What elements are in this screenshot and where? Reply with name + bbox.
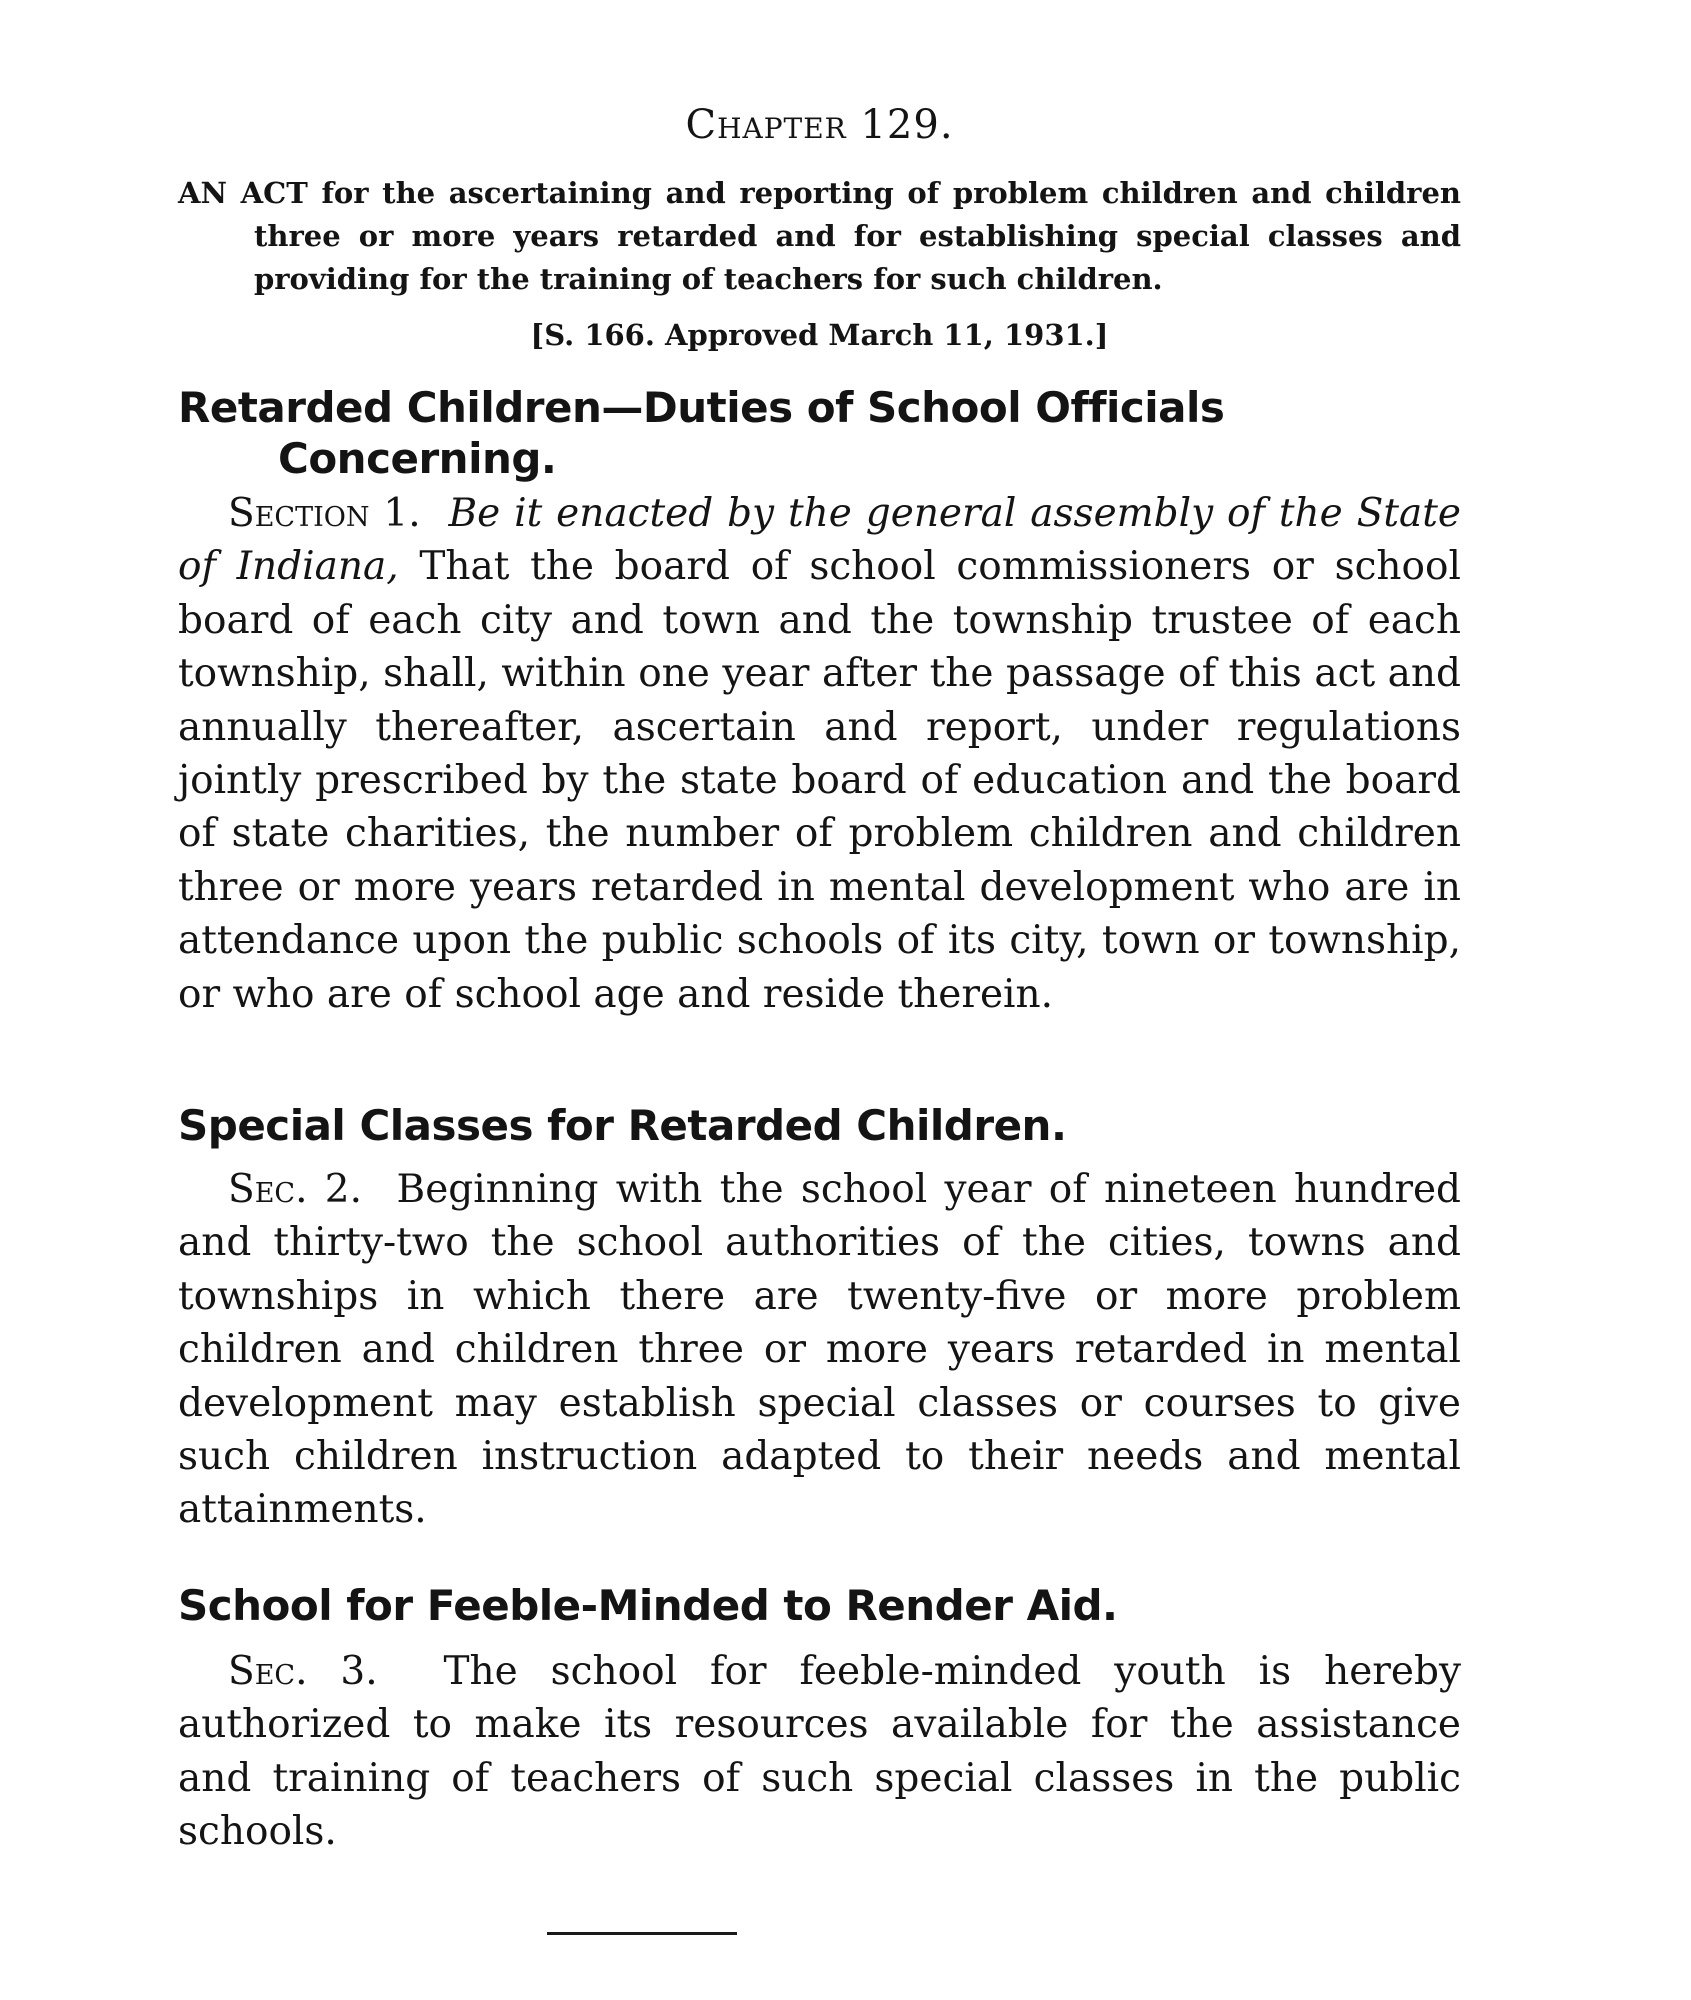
end-rule bbox=[547, 1932, 737, 1935]
section-3-body bbox=[178, 1645, 1461, 1859]
approval-line: [S. 166. Approved March 11, 1931.] bbox=[530, 318, 1109, 352]
act-title: AN ACT for the ascertaining and reporting of problem children and children three or more years retarded and for establishing special classes and providing for the training of teachers for such children. bbox=[178, 176, 1461, 296]
section-1-heading: Retarded Children—Duties of School Officials Concerning. bbox=[178, 383, 1225, 483]
section-2-text: Beginning with the school year of nineteen hundred and thirty-two the school authorities of the cities, towns and townships in which there are twenty-five or more problem children and children three or more years retarded in mental development may establish special classes or courses to give such children instruction adapted to their needs and mental attainments. bbox=[178, 1167, 1462, 1533]
section-1-text: That the board of school commissioners or school board of each city and town and the township trustee of each township, shall, within one year after the passage of this act and annually thereafter, ascertain and report, under regulations jointly prescribed by the state board of education and the board of state charities, the number of problem children and children three or more years retarded in mental development who are in attendance upon the public schools of its city, town or township, or who are of school age and reside therein. bbox=[178, 544, 1461, 1017]
chapter-title: Chapter 129. bbox=[685, 102, 954, 148]
section-2-heading: Special Classes for Retarded Children. bbox=[178, 1101, 1067, 1150]
section-2-label: Sec. 2. bbox=[228, 1167, 362, 1212]
section-1-enacting-clause: Be it enacted by the general assembly of the State of Indiana, bbox=[178, 491, 1461, 590]
section-1-label: Section 1. bbox=[228, 491, 421, 536]
section-3-label: Sec. 3. bbox=[228, 1649, 378, 1694]
section-3-text: The school for feeble-minded youth is hereby authorized to make its resources available for the assistance and training of teachers of such special classes in the public schools. bbox=[178, 1649, 1462, 1855]
section-2-body bbox=[178, 1163, 1461, 1537]
section-1-body bbox=[178, 487, 1461, 1021]
section-3-heading: School for Feeble-Minded to Render Aid. bbox=[178, 1581, 1118, 1630]
